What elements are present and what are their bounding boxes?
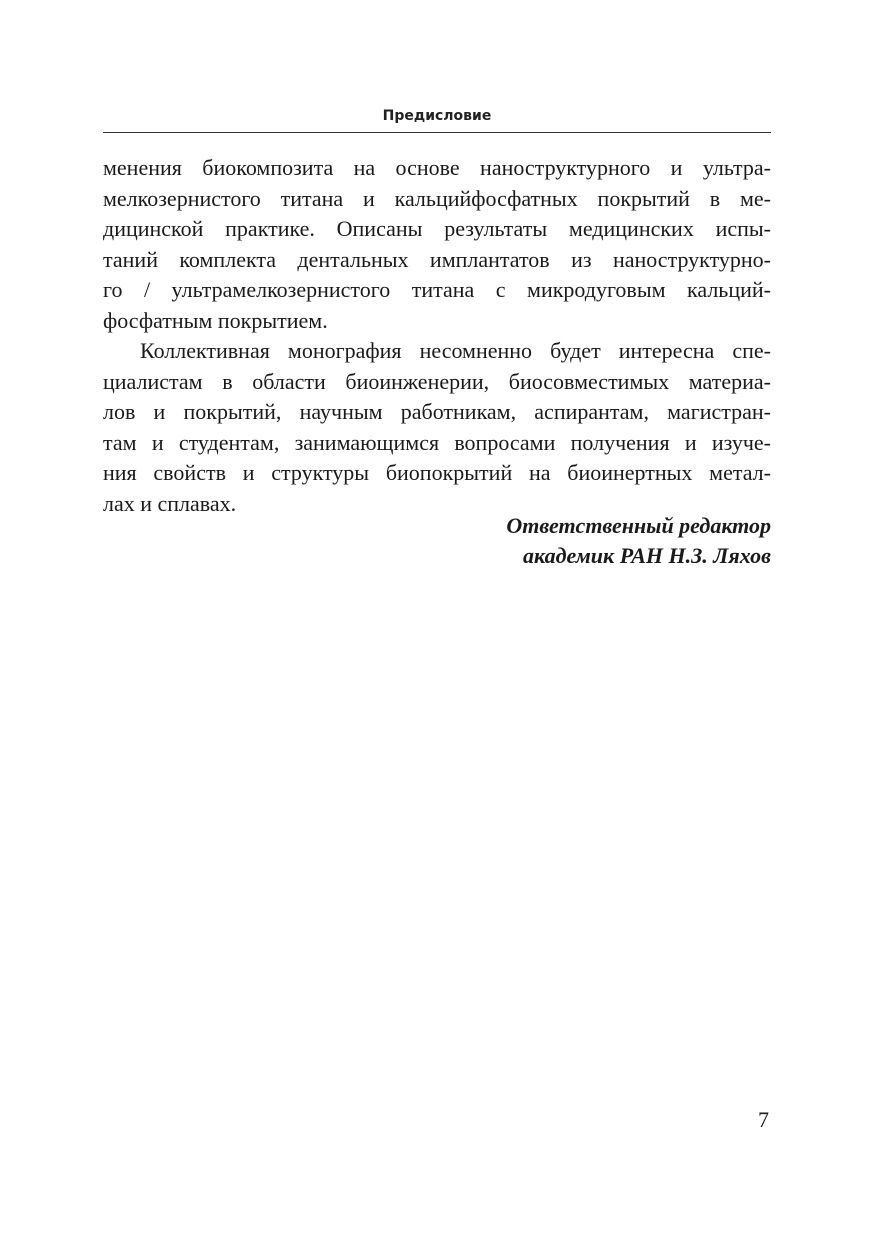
page-number: 7 — [758, 1107, 769, 1132]
editor-name: академик РАН Н.З. Ляхов — [523, 543, 771, 568]
text-line: лов и покрытий, научным работникам, аспирантам, магистран- — [103, 399, 771, 424]
text-line: лах и сплавах. — [103, 490, 237, 516]
text-line: мелкозернистого титана и кальцийфосфатных покрытий в ме- — [103, 185, 771, 211]
main-text — [103, 153, 771, 519]
text-line: Коллективная монография несомненно будет интересна спе- — [140, 338, 771, 363]
text-line: дицинской практике. Описаны результаты медицинских испы- — [103, 216, 771, 241]
text-line: го / ультрамелкозернистого титана с микродуговым кальций- — [103, 277, 771, 302]
header-rule — [103, 132, 771, 133]
editor-role: Ответственный редактор — [506, 513, 771, 538]
text-line: фосфатным покрытием. — [103, 307, 328, 333]
text-line: циалистам в области биоинженерии, биосовместимых материа- — [103, 368, 771, 394]
text-line: там и студентам, занимающимся вопросами получения и изуче- — [103, 429, 771, 455]
text-line: таний комплекта дентальных имплантатов из наноструктурно- — [103, 246, 771, 272]
running-title: Предисловие — [382, 108, 492, 124]
paragraph-1 — [103, 153, 771, 336]
paragraph-2 — [103, 336, 771, 519]
text-line: ния свойств и структуры биопокрытий на биоинертных метал- — [103, 460, 771, 485]
text-line: менения биокомпозита на основе наноструктурного и ультра- — [103, 155, 771, 180]
editor-signature — [103, 511, 771, 571]
